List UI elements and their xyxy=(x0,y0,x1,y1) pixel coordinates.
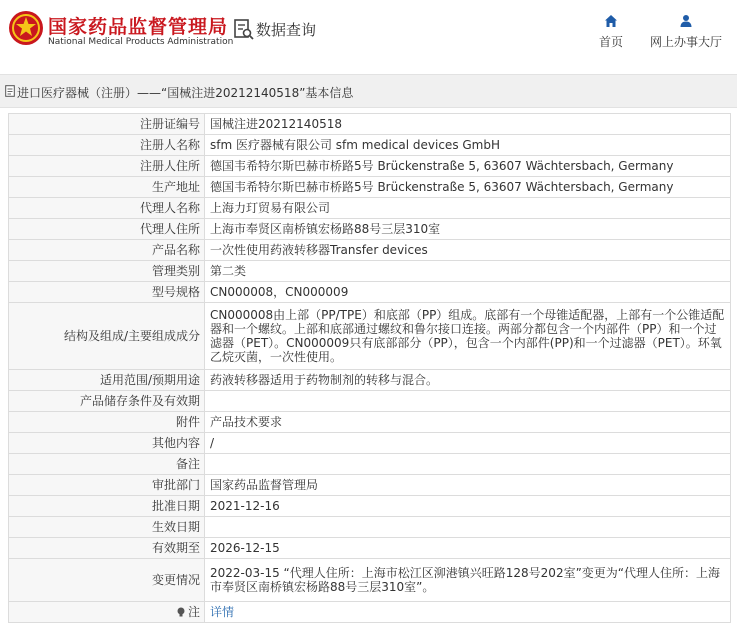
row-value: 产品技术要求 xyxy=(205,412,731,433)
row-label: 代理人住所 xyxy=(9,219,205,240)
row-value: CN000008，CN000009 xyxy=(205,282,731,303)
home-icon xyxy=(604,14,618,28)
row-value xyxy=(205,454,731,475)
details-link[interactable]: 详情 xyxy=(210,605,235,619)
table-row xyxy=(9,282,731,303)
row-label: 生效日期 xyxy=(9,517,205,538)
table-row xyxy=(9,433,731,454)
table-row xyxy=(9,454,731,475)
row-label: 代理人名称 xyxy=(9,198,205,219)
row-value: 国家药品监督管理局 xyxy=(205,475,731,496)
row-value: 药液转移器适用于药物制剂的转移与混合。 xyxy=(205,370,731,391)
table-row xyxy=(9,517,731,538)
table-row xyxy=(9,114,731,135)
breadcrumb xyxy=(0,74,737,108)
row-value: 2021-12-16 xyxy=(205,496,731,517)
table-row xyxy=(9,496,731,517)
row-value xyxy=(205,391,731,412)
row-label: 批准日期 xyxy=(9,496,205,517)
row-value: 上海力玎贸易有限公司 xyxy=(205,198,731,219)
detail-table xyxy=(8,113,731,623)
row-label: 附件 xyxy=(9,412,205,433)
row-label: 变更情况 xyxy=(9,559,205,602)
row-value: 一次性使用药液转移器Transfer devices xyxy=(205,240,731,261)
table-row xyxy=(9,135,731,156)
data-query-label: 数据查询 xyxy=(256,20,317,39)
row-label: 其他内容 xyxy=(9,433,205,454)
nav-online-label: 网上办事大厅 xyxy=(649,35,722,49)
row-value: 国械注进20212140518 xyxy=(205,114,731,135)
row-value: 第二类 xyxy=(205,261,731,282)
row-value: CN000008由上部（PP/TPE）和底部（PP）组成。底部有一个母锥适配器，上部有一个公锥适配器和一个螺纹。上部和底部通过螺纹和鲁尔接口连接。两部分都包含一个内部件（PP）和一个过滤器（PET）。CN000009只有底部部分（PP），包含一个内部件(PP)和一个过滤器（PET）。环氧乙烷灭菌，一次性使用。 xyxy=(205,303,731,370)
row-label: 生产地址 xyxy=(9,177,205,198)
table-row xyxy=(9,156,731,177)
row-value: 德国韦希特尔斯巴赫市桥路5号 Brückenstraße 5, 63607 Wächtersbach, Germany xyxy=(205,156,731,177)
row-value: 2022-03-15 “代理人住所：上海市松江区泖港镇兴旺路128号202室”变更为“代理人住所：上海市奉贤区南桥镇宏杨路88号三层310室”。 xyxy=(205,559,731,602)
table-row xyxy=(9,177,731,198)
document-icon xyxy=(5,85,15,97)
row-label: 管理类别 xyxy=(9,261,205,282)
row-label: 注册证编号 xyxy=(9,114,205,135)
row-value: 2026-12-15 xyxy=(205,538,731,559)
site-title[interactable]: 国家药品监督管理局 xyxy=(48,16,229,38)
row-label: 注册人名称 xyxy=(9,135,205,156)
user-icon xyxy=(679,14,693,28)
row-value: 上海市奉贤区南桥镇宏杨路88号三层310室 xyxy=(205,219,731,240)
nav-online-hall[interactable] xyxy=(648,14,724,50)
table-row xyxy=(9,370,731,391)
data-query-link[interactable] xyxy=(234,18,316,40)
table-row xyxy=(9,219,731,240)
nav-home[interactable] xyxy=(596,14,626,50)
table-row xyxy=(9,261,731,282)
row-value xyxy=(205,517,731,538)
row-value: / xyxy=(205,433,731,454)
row-value: sfm 医疗器械有限公司 sfm medical devices GmbH xyxy=(205,135,731,156)
row-label: 产品名称 xyxy=(9,240,205,261)
row-label: 适用范围/预期用途 xyxy=(9,370,205,391)
table-row xyxy=(9,602,731,623)
row-label: 型号规格 xyxy=(9,282,205,303)
data-query-icon xyxy=(234,18,254,40)
table-row xyxy=(9,198,731,219)
row-label: 产品储存条件及有效期 xyxy=(9,391,205,412)
table-row xyxy=(9,412,731,433)
row-label: 结构及组成/主要组成成分 xyxy=(9,303,205,370)
nav-home-label: 首页 xyxy=(598,35,623,49)
row-value xyxy=(205,602,731,623)
table-row xyxy=(9,391,731,412)
site-subtitle: National Medical Products Administration xyxy=(48,37,234,47)
row-value: 德国韦希特尔斯巴赫市桥路5号 Brückenstraße 5, 63607 Wächtersbach, Germany xyxy=(205,177,731,198)
table-row xyxy=(9,559,731,602)
table-row xyxy=(9,475,731,496)
breadcrumb-text: 进口医疗器械（注册）——“国械注进20212140518”基本信息 xyxy=(17,86,354,100)
row-label: 审批部门 xyxy=(9,475,205,496)
table-row xyxy=(9,303,731,370)
note-icon xyxy=(176,607,186,617)
row-label: 注册人住所 xyxy=(9,156,205,177)
note-label: 注 xyxy=(187,605,200,619)
note-label-cell xyxy=(9,602,205,623)
emblem-icon xyxy=(8,10,44,46)
row-label: 备注 xyxy=(9,454,205,475)
site-header xyxy=(0,0,737,62)
table-row xyxy=(9,240,731,261)
row-label: 有效期至 xyxy=(9,538,205,559)
table-row xyxy=(9,538,731,559)
